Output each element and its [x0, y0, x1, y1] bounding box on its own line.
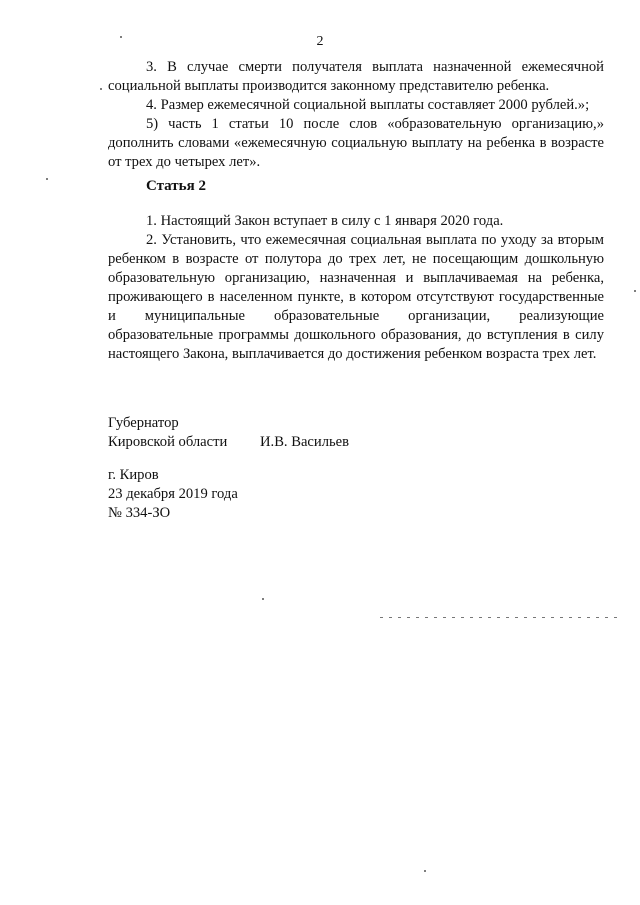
signatory-region: Кировской области [108, 434, 228, 450]
scan-speck [634, 290, 636, 292]
city: г. Киров [108, 467, 159, 483]
article1-continuation [108, 58, 604, 172]
law-number: № 334-ЗО [108, 505, 171, 521]
scan-dash-line [380, 617, 620, 618]
article2-heading: Статья 2 [146, 178, 206, 194]
signatory-title: Губернатор [108, 415, 179, 431]
article2-text [108, 212, 604, 364]
scan-speck [100, 88, 102, 90]
scan-speck [424, 870, 426, 872]
article2-paragraph-2: 2. Установить, что ежемесячная социальная выплата по уходу за вторым ребенком в возрасте от полутора до трех лет, не посещающим дошкольную образовательную организацию, назначенная и выплачиваемая на ребенка, проживающего в населенном пункте, в котором отсутствуют государственные и муниципальные образовательные организации, реализующие образовательные программы дошкольного образования, до вступления в силу настоящего Закона, выплачивается до достижения ребенком возраста трех лет. [108, 232, 604, 362]
paragraph-item-3: 3. В случае смерти получателя выплата назначенной ежемесячной социальной выплаты производится законному представителю ребенка. [108, 59, 604, 94]
signature-row [108, 433, 349, 452]
signing-date: 23 декабря 2019 года [108, 486, 238, 502]
paragraph-item-4: 4. Размер ежемесячной социальной выплаты составляет 2000 рублей.»; [146, 97, 590, 113]
signature-block [108, 414, 349, 452]
scan-speck [262, 598, 264, 600]
page-number: 2 [316, 34, 324, 49]
article2-paragraph-1: 1. Настоящий Закон вступает в силу с 1 января 2020 года. [146, 213, 504, 229]
scan-speck [120, 36, 122, 38]
place-date-block [108, 466, 238, 523]
signatory-name: И.В. Васильев [260, 434, 350, 450]
paragraph-item-5: 5) часть 1 статьи 10 после слов «образовательную организацию,» дополнить словами «ежемесячную социальную выплату на ребенка в возрасте от трех до четырех лет». [108, 116, 604, 170]
scan-speck [46, 178, 48, 180]
